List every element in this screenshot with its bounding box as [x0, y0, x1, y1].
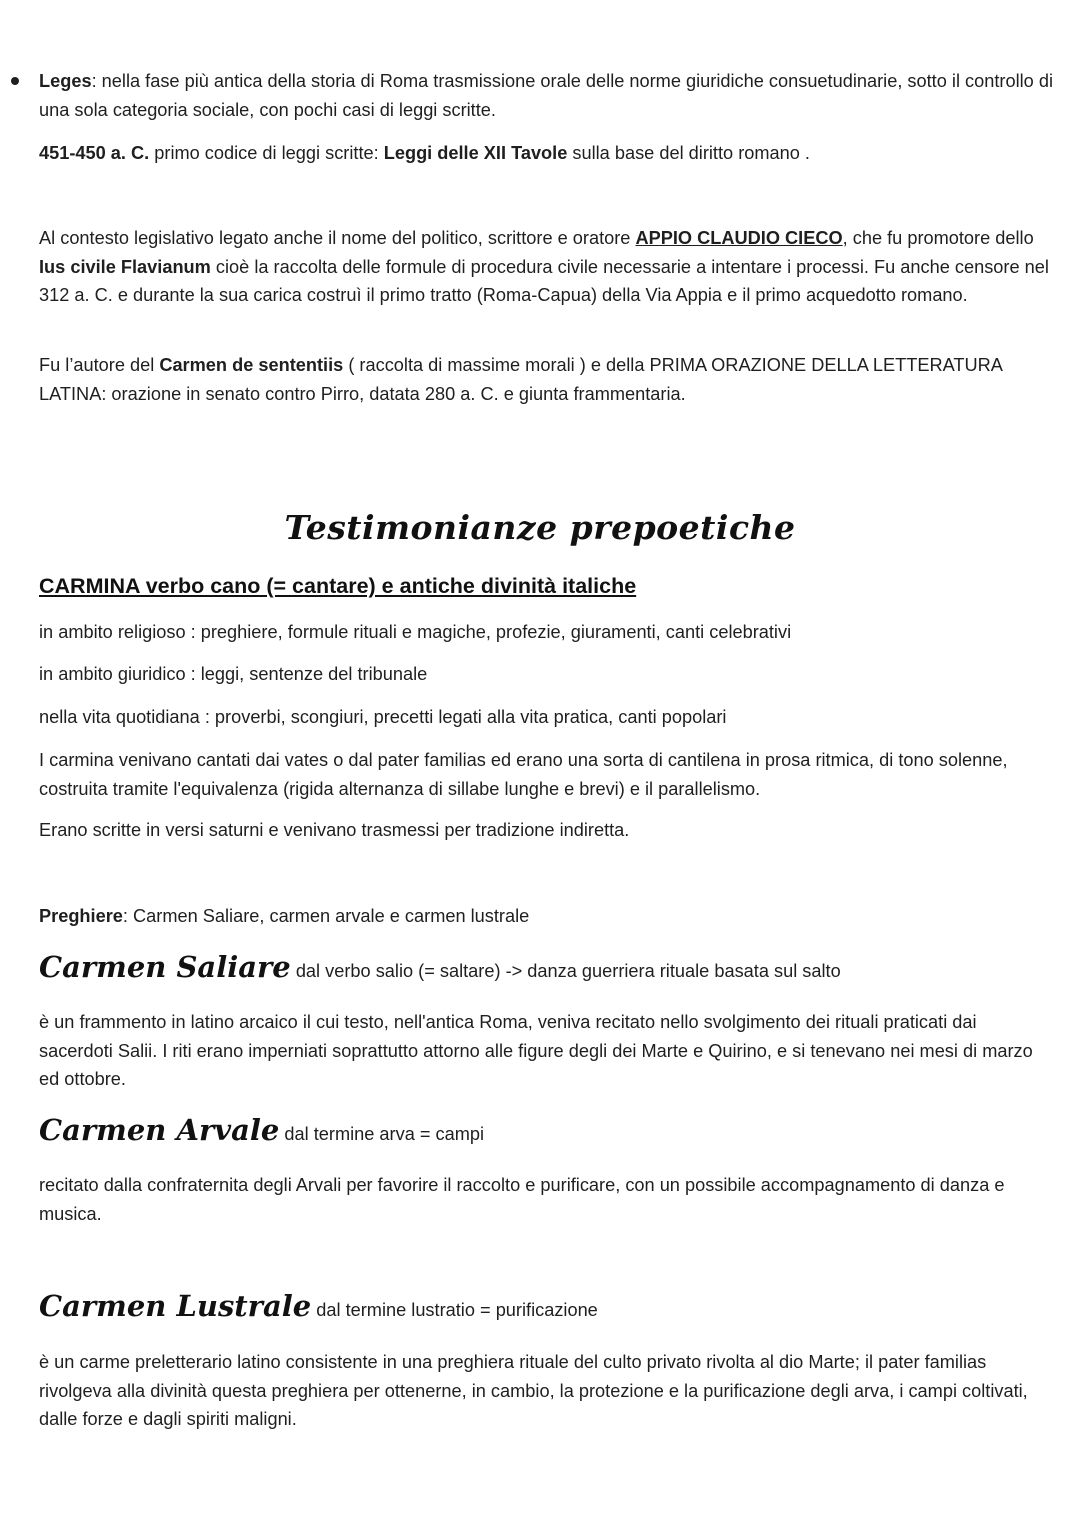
carmina-description: I carmina venivano cantati dai vates o dal pater familias ed erano una sorta di cantilena in prosa ritmica, di tono solenne, costruita tramite l'equivalenza (rigida alternanza di sillabe lunghe e brevi) e il parallelismo.	[39, 750, 1008, 799]
arvale-heading	[39, 1113, 484, 1147]
carmen-sententiis-paragraph	[39, 351, 1054, 408]
appio-text-b: , che fu promotore dello	[842, 228, 1034, 248]
carmina-heading: CARMINA verbo cano (= cantare) e antiche divinità italiche	[39, 574, 637, 598]
leges-paragraph	[39, 67, 1054, 124]
saliare-body: è un frammento in latino arcaico il cui testo, nell'antica Roma, veniva recitato nello svolgimento dei rituali praticati dai sacerdoti Salii. I riti erano imperniati soprattutto attorno alle figure degli dei Marte e Quirino, e si tenevano nei mesi di marzo ed ottobre.	[39, 1012, 1033, 1089]
carmina-line-daily: nella vita quotidiana : proverbi, scongiuri, precetti legati alla vita pratica, canti popolari	[39, 707, 727, 727]
author-text-a: Fu l’autore del	[39, 355, 160, 375]
tables-date-text: primo codice di leggi scritte:	[149, 143, 384, 163]
carmina-saturni: Erano scritte in versi saturni e venivano trasmessi per tradizione indiretta.	[39, 820, 630, 840]
lustrale-name: Carmen Lustrale	[39, 1289, 312, 1323]
ius-civile-name: Ius civile Flavianum	[39, 256, 211, 277]
twelve-tables-line	[39, 139, 1054, 168]
section-title: Testimonianze prepoetiche	[284, 508, 796, 547]
lustrale-desc: dal termine lustratio = purificazione	[311, 1300, 598, 1320]
leges-term: Leges	[39, 71, 92, 91]
preghiere-term: Preghiere	[39, 906, 123, 926]
appio-text-a: Al contesto legislativo legato anche il nome del politico, scrittore e oratore	[39, 228, 636, 248]
appio-paragraph	[39, 224, 1054, 310]
preghiere-text: : Carmen Saliare, carmen arvale e carmen lustrale	[122, 906, 530, 926]
saliare-desc: dal verbo salio (= saltare) -> danza guerriera rituale basata sul salto	[290, 961, 841, 981]
carmina-line-religious: in ambito religioso : preghiere, formule rituali e magiche, profezie, giuramenti, canti celebrativi	[39, 622, 792, 642]
arvale-desc: dal termine arva = campi	[279, 1124, 485, 1144]
lustrale-heading	[39, 1289, 598, 1323]
carmina-line-legal: in ambito giuridico : leggi, sentenze del tribunale	[39, 664, 428, 684]
twelve-tables-name: Leggi delle XII Tavole	[383, 143, 568, 163]
appio-text-c: cioè la raccolta delle formule di procedura civile necessarie a intentare i processi. Fu anche censore nel 312 a. C. e durante la sua carica costruì il primo tratto (Roma-Capua) della Via Appia e il primo acquedotto romano.	[39, 256, 1049, 305]
saliare-name: Carmen Saliare	[39, 950, 291, 984]
lustrale-body: è un carme preletterario latino consistente in una preghiera rituale del culto privato rivolta al dio Marte; il pater familias rivolgeva alla divinità questa preghiera per ottenerne, in cambio, la protezione e la purificazione degli arva, i campi coltivati, dalle forze e dagli spiriti maligni.	[39, 1352, 1028, 1429]
appio-name: APPIO CLAUDIO CIECO	[635, 228, 843, 248]
bullet-icon	[11, 77, 19, 85]
saliare-heading	[39, 950, 841, 984]
carmen-sententiis-name: Carmen de sententiis	[159, 355, 344, 375]
tables-text: sulla base del diritto romano .	[567, 143, 810, 163]
arvale-body: recitato dalla confraternita degli Arvali per favorire il raccolto e purificare, con un possibile accompagnamento di danza e musica.	[39, 1175, 1005, 1224]
author-text-b: ( raccolta di massime morali ) e della PRIMA ORAZIONE DELLA LETTERATURA LATINA: orazione in senato contro Pirro, datata 280 a. C. e giunta frammentaria.	[39, 355, 1002, 404]
tables-date: 451-450 a. C.	[39, 143, 150, 163]
leges-text: : nella fase più antica della storia di Roma trasmissione orale delle norme giuridiche consuetudinarie, sotto il controllo di una sola categoria sociale, con pochi casi di leggi scritte.	[39, 71, 1053, 120]
arvale-name: Carmen Arvale	[39, 1113, 280, 1147]
preghiere-line	[39, 902, 1054, 931]
